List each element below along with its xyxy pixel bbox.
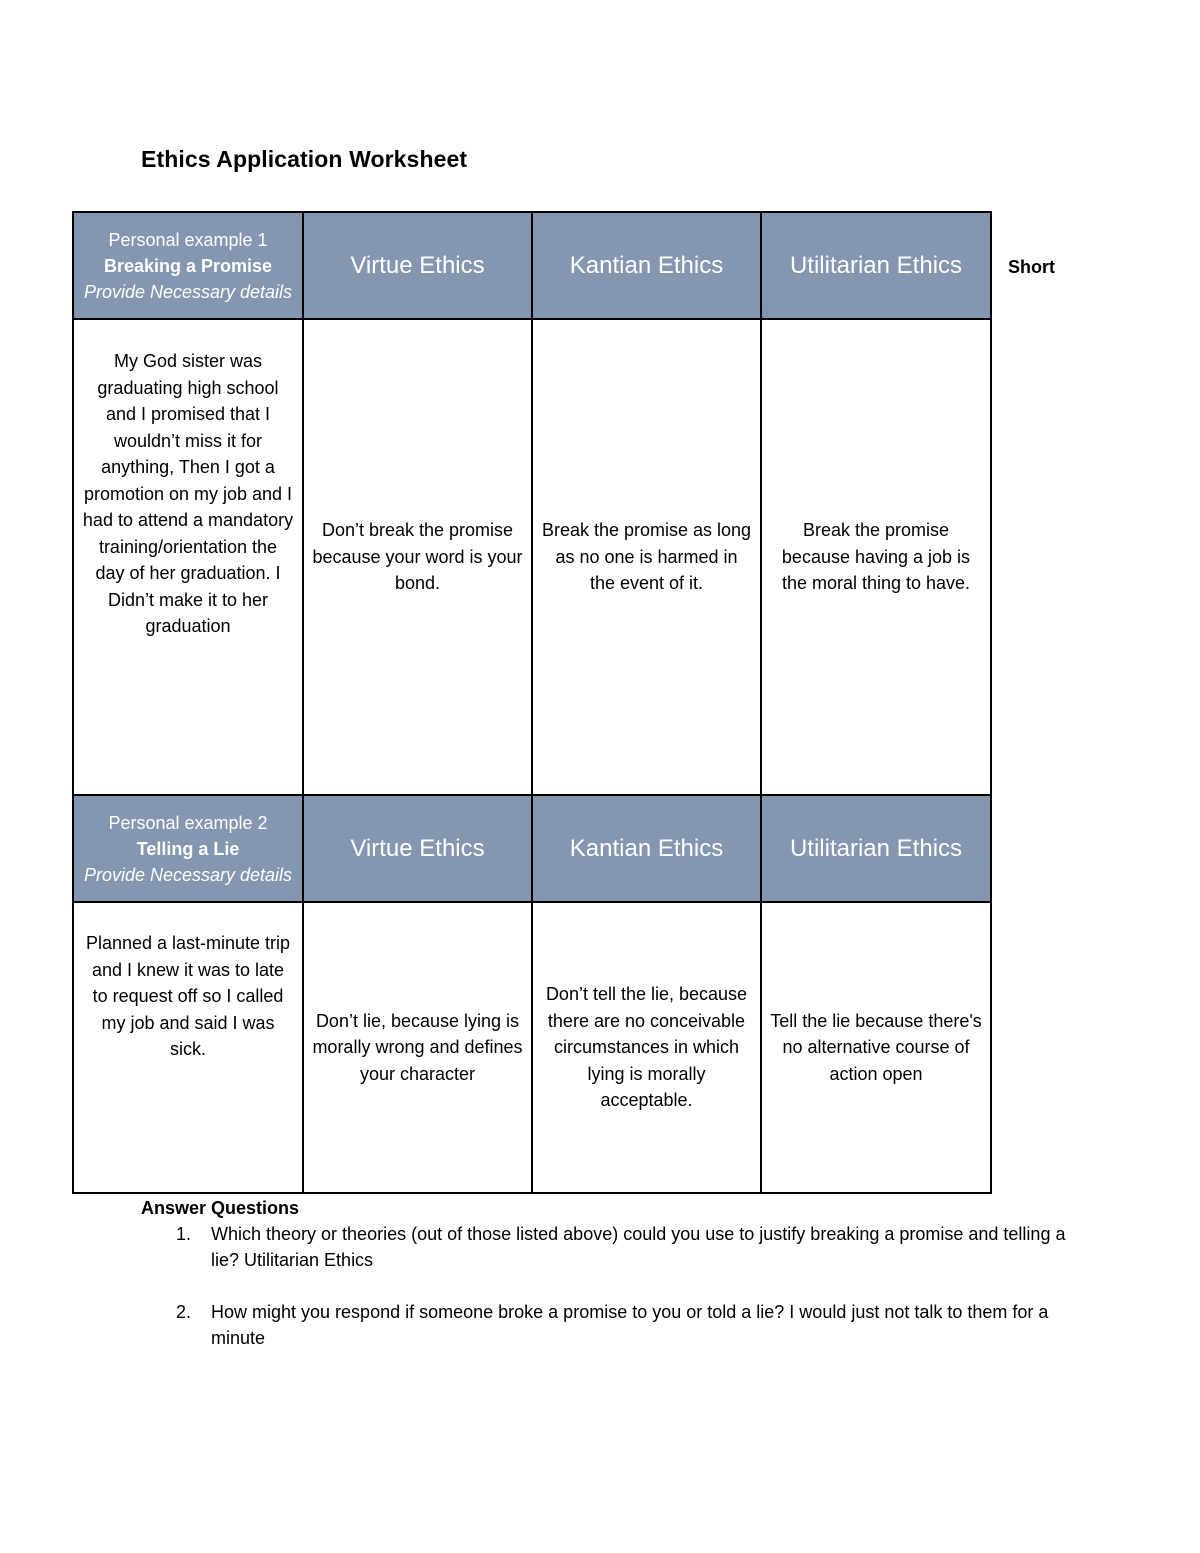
kantian-ethics-header: Kantian Ethics: [532, 212, 761, 319]
example-1-topic: Breaking a Promise: [103, 255, 273, 276]
example-1-virtue-answer: Don’t break the promise because your word is your bond.: [303, 319, 532, 795]
example-1-label: Personal example 1: [108, 229, 268, 250]
example-2-details: Planned a last-minute trip and I knew it was to late to request off so I called my job and said I was sick.: [73, 902, 303, 1193]
virtue-ethics-header: Virtue Ethics: [303, 212, 532, 319]
virtue-ethics-header-2: Virtue Ethics: [303, 795, 532, 902]
example-1-header-cell: [73, 212, 303, 319]
example-2-header-row: [73, 795, 991, 902]
example-2-kantian-answer: Don’t tell the lie, because there are no conceivable circumstances in which lying is morally acceptable.: [532, 902, 761, 1193]
example-2-instruction: Provide Necessary details: [83, 864, 293, 885]
utilitarian-ethics-header-2: Utilitarian Ethics: [761, 795, 991, 902]
example-1-utilitarian-answer: Break the promise because having a job is the moral thing to have.: [761, 319, 991, 795]
questions-heading: Answer Questions: [141, 1198, 300, 1218]
kantian-ethics-header-2: Kantian Ethics: [532, 795, 761, 902]
example-1-content-row: [73, 319, 991, 795]
question-1-number: 1.: [176, 1224, 192, 1244]
example-2-utilitarian-answer: Tell the lie because there's no alternative course of action open: [761, 902, 991, 1193]
example-2-content-row: [73, 902, 991, 1193]
example-2-topic: Telling a Lie: [136, 838, 240, 859]
question-2: [141, 1299, 1071, 1351]
example-1-header-row: [73, 212, 991, 319]
example-2-virtue-answer: Don’t lie, because lying is morally wrong and defines your character: [303, 902, 532, 1193]
example-2-header-cell: [73, 795, 303, 902]
worksheet-title: Ethics Application Worksheet: [141, 146, 468, 172]
side-label: Short: [1008, 257, 1055, 277]
question-1: [141, 1221, 1071, 1273]
ethics-table: [72, 211, 992, 1194]
question-1-text: Which theory or theories (out of those listed above) could you use to justify breaking a promise and telling a lie? Utilitarian Ethics: [211, 1224, 1066, 1270]
answer-questions: [141, 1195, 1071, 1377]
example-1-details: My God sister was graduating high school and I promised that I wouldn’t miss it for anything, Then I got a promotion on my job and I had to attend a mandatory training/orientation the day of her graduation. I Didn’t make it to her graduation: [73, 319, 303, 795]
example-1-kantian-answer: Break the promise as long as no one is harmed in the event of it.: [532, 319, 761, 795]
example-2-label: Personal example 2: [108, 812, 268, 833]
question-2-text: How might you respond if someone broke a promise to you or told a lie? I would just not talk to them for a minute: [211, 1302, 1049, 1348]
question-2-number: 2.: [176, 1302, 192, 1322]
example-1-instruction: Provide Necessary details: [83, 281, 293, 302]
utilitarian-ethics-header: Utilitarian Ethics: [761, 212, 991, 319]
